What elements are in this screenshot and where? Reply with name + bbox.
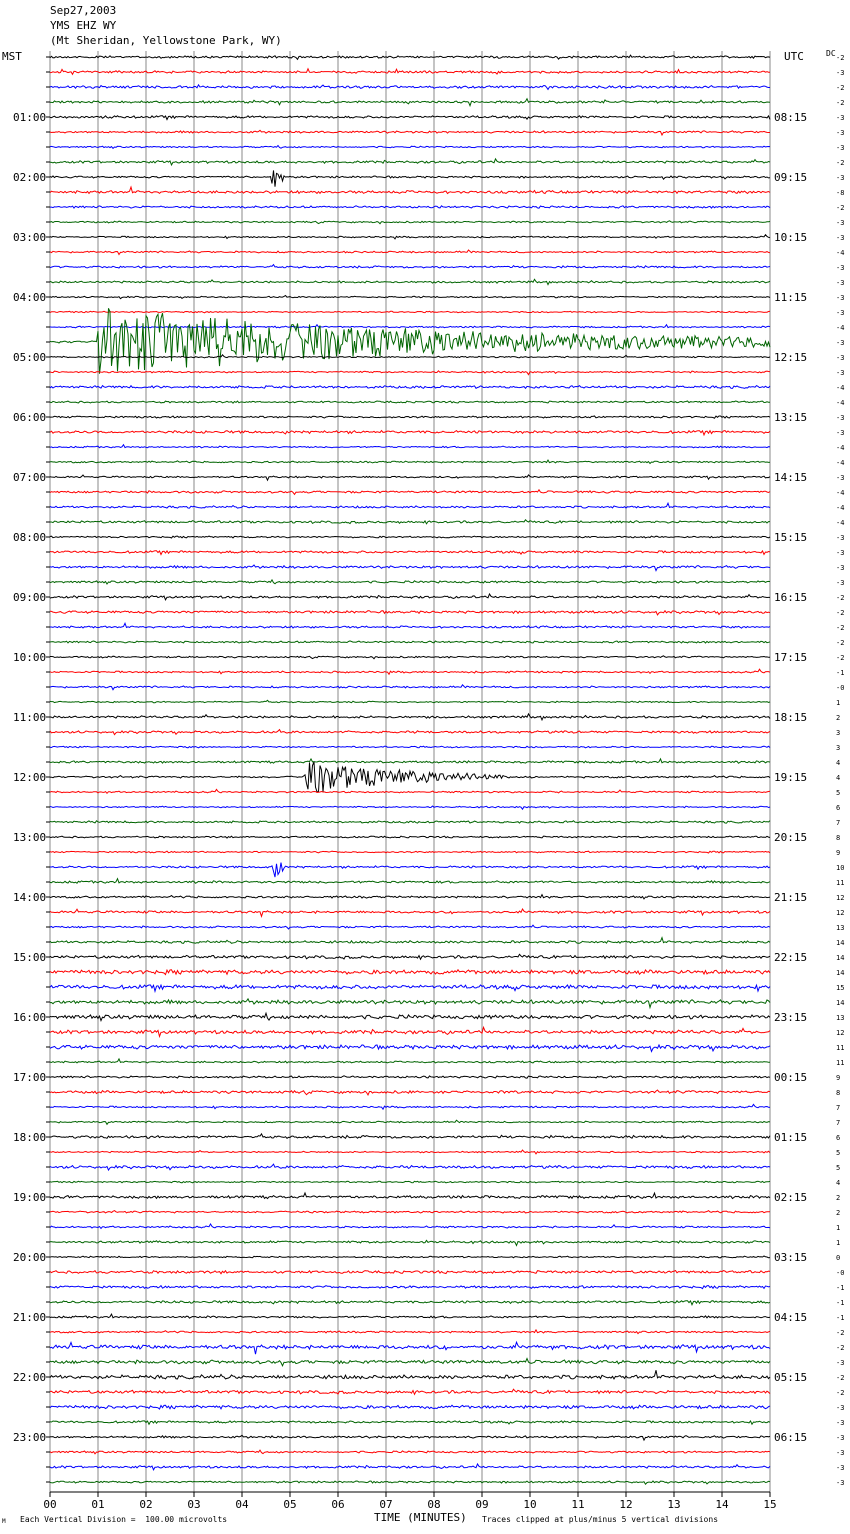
hour-label-right: 09:15: [774, 171, 808, 184]
dc-offset-label: 8: [836, 1089, 841, 1097]
dc-offset-label: -2: [836, 1344, 845, 1352]
seismic-trace: [50, 1314, 770, 1318]
dc-offset-label: -3: [836, 339, 845, 347]
seismic-trace: [50, 431, 770, 435]
x-tick-label: 06: [331, 1498, 345, 1511]
dc-offset-label: -4: [836, 459, 845, 467]
dc-offset-label: 15: [836, 984, 845, 992]
dc-offset-label: 4: [836, 1179, 841, 1187]
hour-label-right: 00:15: [774, 1071, 808, 1084]
hour-label-right: 04:15: [774, 1311, 808, 1324]
hour-label-left: 01:00: [13, 111, 47, 124]
seismic-trace: [50, 1286, 770, 1289]
dc-offset-label: -3: [836, 69, 845, 77]
hour-label-left: 03:00: [13, 231, 47, 244]
dc-offset-label: -2: [836, 1374, 845, 1382]
seismic-trace: [50, 1450, 770, 1454]
dc-offset-label: -3: [836, 114, 845, 122]
dc-offset-label: 7: [836, 1119, 841, 1127]
x-tick-label: 09: [475, 1498, 489, 1511]
hour-label-right: 16:15: [774, 591, 808, 604]
seismic-trace: [50, 759, 770, 763]
dc-offset-label: 0: [836, 1254, 841, 1262]
dc-offset-label: -4: [836, 249, 845, 257]
seismic-trace: [50, 116, 770, 120]
hour-label-left: 05:00: [13, 351, 47, 364]
x-tick-label: 10: [523, 1498, 537, 1511]
hour-label-left: 08:00: [13, 531, 47, 544]
seismic-trace: [50, 416, 770, 418]
seismic-trace: [50, 1164, 770, 1170]
seismic-trace: [50, 386, 770, 389]
seismic-trace: [50, 401, 770, 403]
dc-offset-label: -3: [836, 1479, 845, 1487]
dc-offset-label: 7: [836, 819, 841, 827]
seismic-trace: [50, 1013, 770, 1020]
seismic-trace: [50, 821, 770, 824]
seismic-trace: [50, 623, 770, 628]
hour-label-left: 06:00: [13, 411, 47, 424]
hour-label-left: 19:00: [13, 1191, 47, 1204]
scale-note: Each Vertical Division = 100.00 microvolts: [20, 1515, 228, 1524]
dc-offset-label: 5: [836, 1149, 841, 1157]
seismic-trace: [50, 1224, 770, 1229]
x-tick-label: 15: [763, 1498, 777, 1511]
hour-label-left: 12:00: [13, 771, 47, 784]
seismic-trace: [50, 490, 770, 495]
seismic-trace: [50, 265, 770, 268]
seismic-trace: [50, 99, 770, 106]
dc-offset-label: -3: [836, 174, 845, 182]
hour-label-right: 03:15: [774, 1251, 808, 1264]
hour-label-right: 17:15: [774, 651, 808, 664]
hour-label-left: 02:00: [13, 171, 47, 184]
seismic-trace: [50, 656, 770, 659]
seismic-trace: [50, 503, 770, 508]
x-tick-label: 05: [283, 1498, 297, 1511]
dc-offset-label: 6: [836, 1134, 841, 1142]
hour-label-right: 02:15: [774, 1191, 808, 1204]
dc-offset-label: -2: [836, 654, 845, 662]
hour-label-right: 22:15: [774, 951, 808, 964]
hour-label-right: 21:15: [774, 891, 808, 904]
dc-offset-label: -3: [836, 279, 845, 287]
seismic-trace: [50, 460, 770, 463]
hour-label-right: 08:15: [774, 111, 808, 124]
dc-offset-label: 4: [836, 774, 841, 782]
seismic-trace: [50, 1435, 770, 1440]
seismic-trace: [50, 1370, 770, 1379]
seismic-trace: [50, 970, 770, 975]
dc-offset-label: 12: [836, 1029, 845, 1037]
hour-label-left: 09:00: [13, 591, 47, 604]
seismic-trace: [50, 641, 770, 643]
seismic-trace: [50, 1330, 770, 1334]
dc-offset-label: -2: [836, 204, 845, 212]
dc-offset-label: -3: [836, 129, 845, 137]
dc-offset-label: 3: [836, 729, 841, 737]
dc-offset-label: -1: [836, 1299, 845, 1307]
seismic-trace: [50, 1104, 770, 1109]
seismic-trace: [50, 954, 770, 959]
seismic-trace: [50, 863, 770, 878]
dc-offset-label: -1: [836, 1284, 845, 1292]
seismic-trace: [50, 475, 770, 480]
hour-label-left: 21:00: [13, 1311, 47, 1324]
dc-offset-label: 10: [836, 864, 845, 872]
header-location: (Mt Sheridan, Yellowstone Park, WY): [50, 34, 282, 47]
dc-offset-label: -1: [836, 1314, 845, 1322]
dc-offset-label: -2: [836, 1389, 845, 1397]
seismic-trace: [50, 730, 770, 735]
hour-label-right: 20:15: [774, 831, 808, 844]
seismic-trace: [50, 909, 770, 916]
hour-label-right: 11:15: [774, 291, 808, 304]
dc-offset-label: -3: [836, 369, 845, 377]
dc-offset-label: 14: [836, 999, 845, 1007]
seismic-trace: [50, 700, 770, 702]
seismic-trace: [50, 1389, 770, 1394]
hour-label-left: 15:00: [13, 951, 47, 964]
hour-label-left: 13:00: [13, 831, 47, 844]
dc-offset-label: -3: [836, 1404, 845, 1412]
seismic-trace: [50, 851, 770, 853]
dc-offset-label: 13: [836, 924, 845, 932]
seismic-trace: [50, 146, 770, 149]
clip-note: Traces clipped at plus/minus 5 vertical divisions: [482, 1515, 719, 1524]
seismic-trace: [50, 580, 770, 584]
dc-offset-label: -2: [836, 54, 845, 62]
seismic-trace: [50, 999, 770, 1008]
hour-label-left: 07:00: [13, 471, 47, 484]
seismic-trace: [50, 279, 770, 284]
x-tick-label: 03: [187, 1498, 201, 1511]
seismic-trace: [50, 311, 770, 313]
seismic-trace: [50, 789, 770, 793]
hour-label-right: 14:15: [774, 471, 808, 484]
dc-offset-label: -4: [836, 399, 845, 407]
seismic-trace: [50, 806, 770, 809]
right-timezone-label: UTC: [784, 50, 804, 63]
dc-offset-label: 13: [836, 1014, 845, 1022]
dc-offset-label: 11: [836, 1059, 845, 1067]
dc-offset-label: -3: [836, 219, 845, 227]
seismic-trace: [50, 130, 770, 135]
seismic-trace: [50, 1359, 770, 1366]
x-tick-label: 08: [427, 1498, 441, 1511]
seismic-trace: [50, 685, 770, 690]
seismic-trace: [50, 221, 770, 224]
seismic-trace: [50, 235, 770, 239]
seismic-trace: [50, 836, 770, 838]
dc-offset-label: -3: [836, 1434, 845, 1442]
dc-offset-label: -2: [836, 594, 845, 602]
dc-offset-label: -0: [836, 684, 845, 692]
dc-offset-label: 5: [836, 1164, 841, 1172]
hour-label-left: 18:00: [13, 1131, 47, 1144]
dc-offset-label: -3: [836, 549, 845, 557]
seismic-trace: [50, 594, 770, 600]
seismic-trace: [50, 520, 770, 524]
hour-label-right: 23:15: [774, 1011, 808, 1024]
x-tick-label: 01: [91, 1498, 105, 1511]
hour-label-right: 15:15: [774, 531, 808, 544]
seismic-trace: [50, 565, 770, 571]
seismic-trace: [50, 1120, 770, 1124]
seismic-trace: [50, 1027, 770, 1036]
x-tick-label: 13: [667, 1498, 681, 1511]
dc-offset-label: -2: [836, 624, 845, 632]
seismic-trace: [50, 938, 770, 944]
dc-offset-label: 2: [836, 1209, 841, 1217]
dc-offset-label: -4: [836, 444, 845, 452]
seismic-trace: [50, 187, 770, 193]
dc-offset-label: 5: [836, 789, 841, 797]
hour-label-left: 11:00: [13, 711, 47, 724]
seismic-trace: [50, 69, 770, 75]
seismic-trace: [50, 1421, 770, 1424]
seismic-trace: [50, 1076, 770, 1078]
dc-offset-label: -3: [836, 264, 845, 272]
seismic-trace: [50, 669, 770, 674]
dc-offset-label: -3: [836, 354, 845, 362]
seismic-trace: [50, 611, 770, 615]
dc-offset-label: 12: [836, 909, 845, 917]
header-station: YMS EHZ WY: [50, 19, 117, 32]
x-tick-label: 04: [235, 1498, 249, 1511]
seismic-trace: [50, 762, 770, 792]
hour-label-left: 22:00: [13, 1371, 47, 1384]
dc-offset-label: 9: [836, 1074, 841, 1082]
seismic-trace: [50, 1464, 770, 1470]
seismic-trace: [50, 55, 770, 59]
corner-mark: M: [2, 1518, 6, 1525]
seismic-trace: [50, 1481, 770, 1484]
seismic-trace: [50, 371, 770, 375]
dc-offset-label: 2: [836, 1194, 841, 1202]
hour-label-right: 10:15: [774, 231, 808, 244]
hour-label-left: 04:00: [13, 291, 47, 304]
seismic-trace: [50, 1193, 770, 1199]
dc-offset-label: -2: [836, 639, 845, 647]
dc-offset-label: -3: [836, 294, 845, 302]
hour-label-left: 16:00: [13, 1011, 47, 1024]
seismic-trace: [50, 536, 770, 538]
seismic-trace: [50, 1256, 770, 1258]
dc-offset-label: 11: [836, 879, 845, 887]
dc-offset-label: -2: [836, 84, 845, 92]
seismic-trace: [50, 985, 770, 991]
seismic-trace: [50, 1045, 770, 1052]
dc-offset-header: DC: [826, 49, 836, 58]
hour-label-right: 18:15: [774, 711, 808, 724]
dc-offset-label: 14: [836, 939, 845, 947]
hour-label-left: 10:00: [13, 651, 47, 664]
dc-offset-label: -3: [836, 1464, 845, 1472]
seismic-trace: [50, 1090, 770, 1095]
seismic-trace: [50, 1181, 770, 1183]
seismic-trace: [50, 879, 770, 884]
dc-offset-label: -4: [836, 384, 845, 392]
x-tick-label: 02: [139, 1498, 153, 1511]
seismic-trace: [50, 1271, 770, 1274]
dc-offset-label: 14: [836, 969, 845, 977]
dc-offset-label: -3: [836, 429, 845, 437]
hour-label-left: 23:00: [13, 1431, 47, 1444]
dc-offset-label: -4: [836, 489, 845, 497]
seismic-trace: [50, 1059, 770, 1063]
dc-offset-label: -3: [836, 1449, 845, 1457]
seismic-trace: [50, 895, 770, 899]
x-tick-label: 07: [379, 1498, 393, 1511]
x-tick-label: 00: [43, 1498, 57, 1511]
seismic-trace: [50, 325, 770, 328]
hour-label-right: 19:15: [774, 771, 808, 784]
hour-label-right: 01:15: [774, 1131, 808, 1144]
seismic-trace: [50, 445, 770, 448]
seismic-trace: [50, 296, 770, 299]
dc-offset-label: 4: [836, 759, 841, 767]
dc-offset-label: 8: [836, 834, 841, 842]
hour-label-right: 12:15: [774, 351, 808, 364]
seismic-trace: [50, 308, 770, 373]
dc-offset-label: 1: [836, 699, 841, 707]
seismic-trace: [50, 170, 770, 186]
dc-offset-label: -4: [836, 324, 845, 332]
header-date: Sep27,2003: [50, 4, 117, 17]
dc-offset-label: -3: [836, 534, 845, 542]
seismic-trace: [50, 1150, 770, 1154]
seismic-trace: [50, 925, 770, 929]
dc-offset-label: -2: [836, 1329, 845, 1337]
dc-offset-label: 2: [836, 714, 841, 722]
dc-offset-label: 3: [836, 744, 841, 752]
seismic-trace: [50, 1211, 770, 1213]
dc-offset-label: -2: [836, 609, 845, 617]
hour-label-left: 20:00: [13, 1251, 47, 1264]
hour-label-left: 14:00: [13, 891, 47, 904]
dc-offset-label: -3: [836, 564, 845, 572]
x-tick-label: 11: [571, 1498, 585, 1511]
dc-offset-label: -3: [836, 579, 845, 587]
dc-offset-label: 11: [836, 1044, 845, 1052]
dc-offset-label: -3: [836, 234, 845, 242]
dc-offset-label: 6: [836, 804, 841, 812]
dc-offset-label: -2: [836, 159, 845, 167]
hour-label-right: 06:15: [774, 1431, 808, 1444]
dc-offset-label: -1: [836, 669, 845, 677]
seismic-trace: [50, 1134, 770, 1138]
hour-label-right: 05:15: [774, 1371, 808, 1384]
dc-offset-label: -2: [836, 99, 845, 107]
hour-label-left: 17:00: [13, 1071, 47, 1084]
dc-offset-label: -3: [836, 309, 845, 317]
seismic-trace: [50, 159, 770, 165]
dc-offset-label: -3: [836, 144, 845, 152]
dc-offset-label: 14: [836, 954, 845, 962]
dc-offset-label: -3: [836, 474, 845, 482]
seismic-trace: [50, 355, 770, 358]
seismic-trace: [50, 714, 770, 720]
seismic-trace: [50, 1301, 770, 1305]
seismic-trace: [50, 1405, 770, 1409]
x-tick-label: 14: [715, 1498, 729, 1511]
left-timezone-label: MST: [2, 50, 22, 63]
hour-label-right: 13:15: [774, 411, 808, 424]
x-tick-label: 12: [619, 1498, 633, 1511]
dc-offset-label: 1: [836, 1224, 841, 1232]
seismic-trace: [50, 250, 770, 255]
dc-offset-label: -4: [836, 504, 845, 512]
dc-offset-label: -4: [836, 519, 845, 527]
seismic-trace: [50, 746, 770, 748]
seismic-trace: [50, 85, 770, 90]
dc-offset-label: 7: [836, 1104, 841, 1112]
dc-offset-label: -3: [836, 414, 845, 422]
dc-offset-label: 12: [836, 894, 845, 902]
dc-offset-label: -0: [836, 1269, 845, 1277]
dc-offset-label: 1: [836, 1239, 841, 1247]
dc-offset-label: -8: [836, 189, 845, 197]
x-axis-title: TIME (MINUTES): [374, 1511, 467, 1524]
seismic-trace: [50, 1342, 770, 1354]
seismic-trace: [50, 551, 770, 555]
seismic-trace: [50, 1240, 770, 1245]
dc-offset-label: -3: [836, 1359, 845, 1367]
dc-offset-label: 9: [836, 849, 841, 857]
dc-offset-label: -3: [836, 1419, 845, 1427]
seismic-trace: [50, 206, 770, 208]
